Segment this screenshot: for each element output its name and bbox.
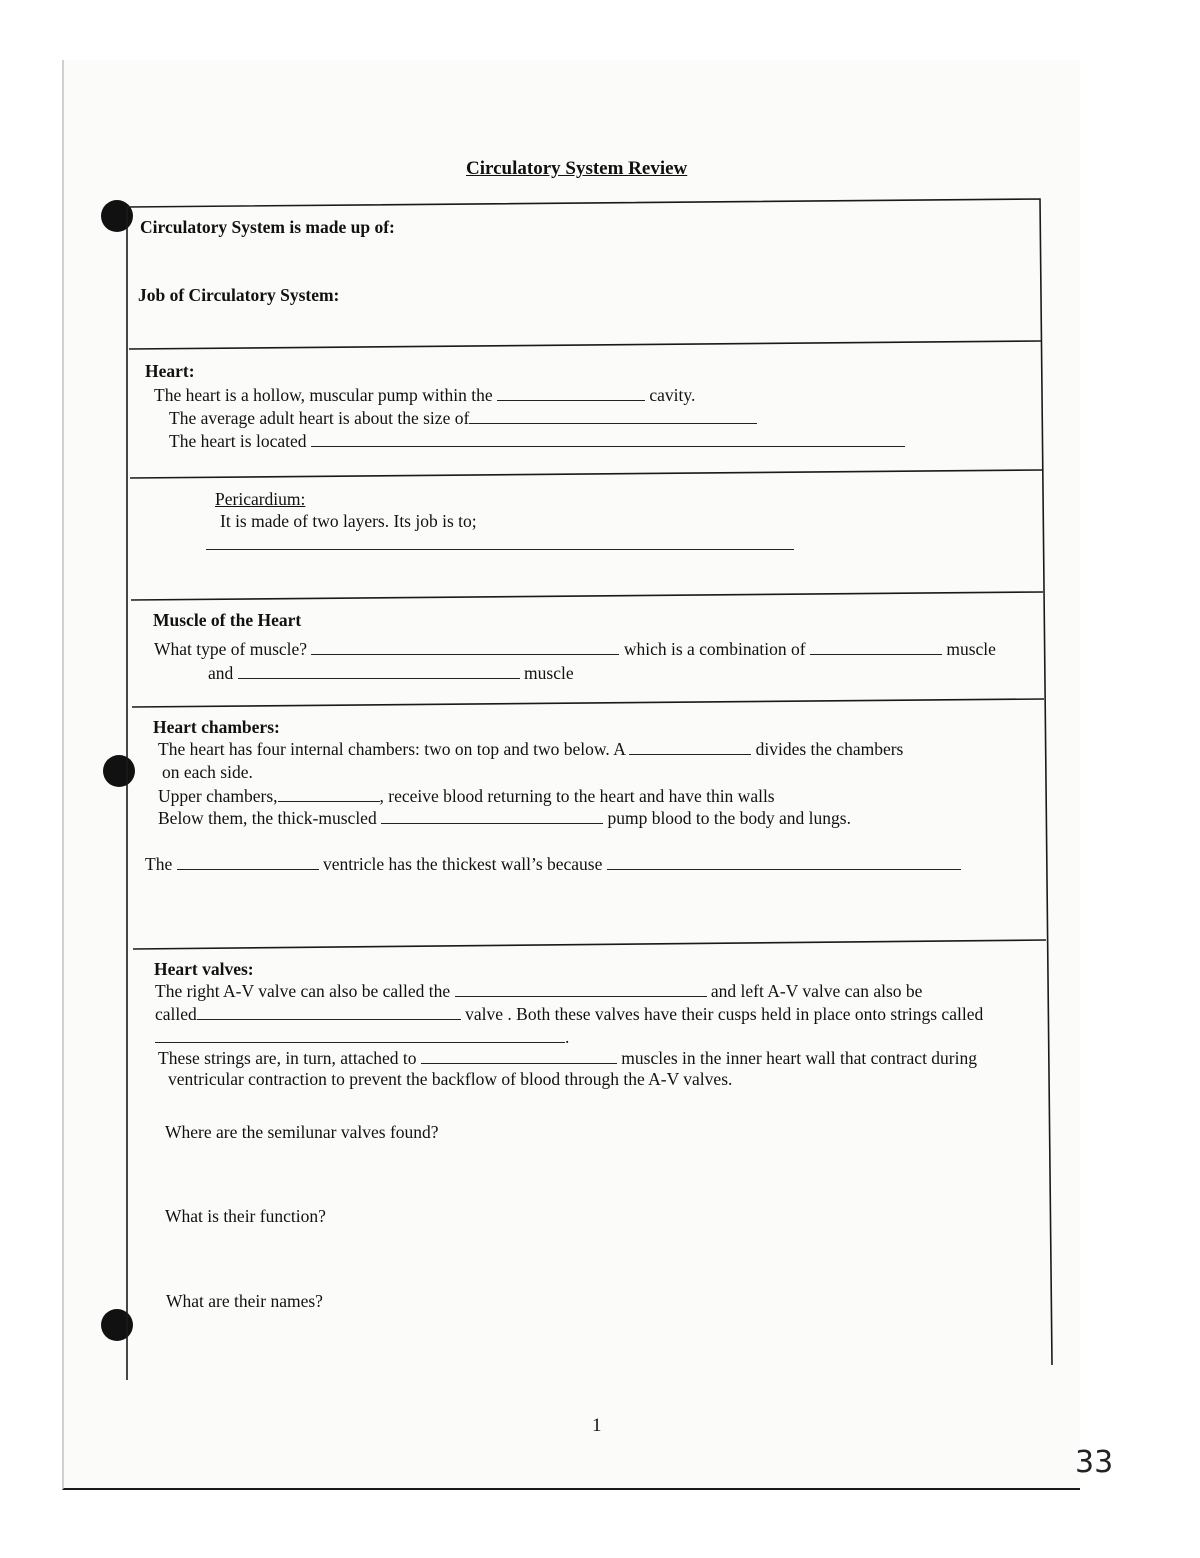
heart-line-2	[169, 409, 757, 428]
heart-line-1-end: cavity.	[649, 385, 696, 405]
valves-heading: Heart valves:	[154, 959, 254, 979]
chambers-line-1-start: The heart has four internal chambers: two on top and two below. A	[158, 739, 625, 759]
chambers-line-4	[158, 809, 851, 828]
valves-line-2-end: valve . Both these valves have their cusps held in place onto strings called	[465, 1004, 984, 1024]
binder-hole	[103, 755, 135, 787]
muscle-line-2-start: and	[208, 663, 234, 683]
muscle-line-1-end: muscle	[946, 639, 996, 659]
chambers-heading: Heart chambers:	[153, 717, 280, 737]
blank-thick-wall-reason[interactable]	[607, 855, 961, 870]
worksheet-title: Circulatory System Review	[466, 158, 688, 179]
chambers-line-3-end: , receive blood returning to the heart and have thin walls	[379, 786, 775, 806]
page-number: 1	[592, 1415, 602, 1436]
blank-chordae[interactable]	[155, 1028, 565, 1043]
heart-heading: Heart:	[145, 361, 195, 381]
blank-muscle-combination-2[interactable]	[238, 664, 520, 679]
semilunar-function-question: What is their function?	[165, 1206, 326, 1226]
chambers-line-4-start: Below them, the thick-muscled	[158, 808, 377, 828]
valves-line-3-end: .	[565, 1027, 570, 1047]
chambers-line-3-start: Upper chambers,	[158, 786, 278, 806]
muscle-line-2-end: muscle	[524, 663, 574, 683]
heart-line-2-text: The average adult heart is about the size of	[169, 408, 470, 428]
chambers-line-4-end: pump blood to the body and lungs.	[607, 808, 851, 828]
semilunar-location-question: Where are the semilunar valves found?	[165, 1122, 439, 1142]
valves-line-1-start: The right A-V valve can also be called the	[155, 981, 451, 1001]
chambers-line-3	[158, 787, 775, 806]
blank-ventricle-side[interactable]	[177, 855, 319, 870]
muscle-line-2	[208, 664, 574, 683]
chambers-line-5-middle: ventricle has the thickest wall’s because	[322, 854, 603, 874]
heart-line-3	[169, 432, 905, 451]
blank-pericardium-job[interactable]	[206, 535, 794, 550]
made-up-of-prompt: Circulatory System is made up of:	[140, 217, 395, 237]
heart-line-1	[154, 386, 695, 405]
binder-hole	[101, 1309, 133, 1341]
pericardium-heading: Pericardium:	[215, 489, 306, 509]
muscle-line-1	[154, 640, 996, 659]
blank-muscle-combination-1[interactable]	[810, 640, 942, 655]
pericardium-line-1: It is made of two layers. Its job is to;	[220, 511, 477, 531]
muscle-line-1-start: What type of muscle?	[154, 639, 308, 659]
muscle-line-1-middle: which is a combination of	[623, 639, 806, 659]
heart-line-3-text: The heart is located	[169, 431, 307, 451]
valves-line-4-start: These strings are, in turn, attached to	[158, 1048, 417, 1068]
binder-hole	[101, 200, 133, 232]
job-prompt: Job of Circulatory System:	[138, 285, 340, 305]
blank-lower-chambers[interactable]	[381, 809, 603, 824]
muscle-heading: Muscle of the Heart	[153, 610, 302, 630]
valves-line-5: ventricular contraction to prevent the backflow of blood through the A-V valves.	[168, 1069, 733, 1089]
valves-line-4-end: muscles in the inner heart wall that contract during	[621, 1048, 977, 1068]
handwritten-page-number: 33	[1075, 1445, 1114, 1480]
chambers-line-2: on each side.	[162, 762, 253, 782]
chambers-line-1-end: divides the chambers	[755, 739, 904, 759]
blank-septum[interactable]	[629, 740, 751, 755]
heart-line-1-start: The heart is a hollow, muscular pump within the	[154, 385, 493, 405]
pericardium-answer-line	[206, 535, 794, 554]
blank-muscle-type[interactable]	[311, 640, 619, 655]
blank-cavity[interactable]	[497, 386, 645, 401]
blank-left-av-valve[interactable]	[197, 1005, 461, 1020]
valves-line-2	[155, 1005, 983, 1024]
valves-line-2-start: called	[155, 1004, 197, 1024]
blank-heart-location[interactable]	[311, 432, 905, 447]
blank-upper-chambers[interactable]	[278, 787, 380, 802]
valves-line-4	[158, 1049, 977, 1068]
blank-papillary[interactable]	[421, 1049, 617, 1064]
blank-heart-size[interactable]	[469, 409, 757, 424]
valves-line-3	[155, 1028, 569, 1047]
blank-right-av-valve[interactable]	[455, 982, 707, 997]
valves-line-1-end: and left A-V valve can also be	[710, 981, 923, 1001]
chambers-line-5-start: The	[145, 854, 173, 874]
valves-line-1	[155, 982, 922, 1001]
chambers-line-5	[145, 855, 961, 874]
chambers-line-1	[158, 740, 903, 759]
semilunar-names-question: What are their names?	[166, 1291, 323, 1311]
